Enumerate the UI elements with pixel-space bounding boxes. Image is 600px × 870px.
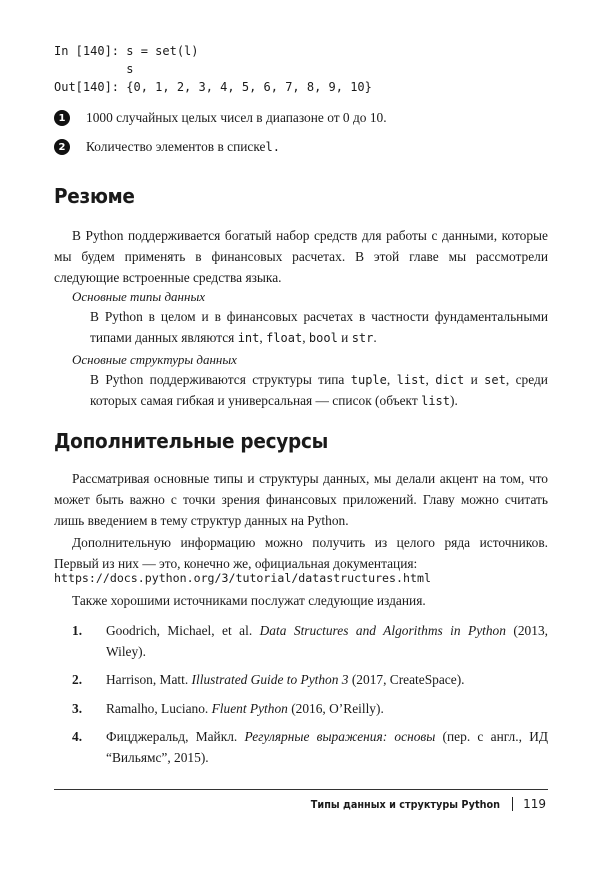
summary-heading: Резюме: [54, 184, 135, 208]
definition-term: Основные структуры данных: [72, 352, 237, 367]
reference-item: 1. Goodrich, Michael, et al. Data Structures and Algorithms in Python (2013, Wiley).: [72, 623, 548, 659]
callout-number-icon: 2: [54, 139, 70, 155]
summary-intro: В Python поддерживается богатый набор средств для работы с данными, которые мы будем применять в финансовых расчетах. В этой главе мы рассмотрели следующие встроенные средства языка.: [54, 228, 548, 285]
resources-paragraph-2: Дополнительную информацию можно получить из целого ряда источников. Первый из них — это, конечно же, официальная документация:: [54, 535, 548, 571]
page-number: 119: [523, 797, 546, 811]
code-variable-line: s: [54, 62, 134, 76]
callout-text: Количество элементов в списке: [86, 139, 266, 154]
reference-item: 3. Ramalho, Luciano. Fluent Python (2016, O’Reilly).: [72, 700, 384, 716]
definition-description: В Python поддерживаются структуры типа tuple, list, dict и set, среди которых самая гибкая и универсальная — список (объект list).: [90, 372, 548, 408]
reference-item: 4. Фицджеральд, Майкл. Регулярные выражения: основы (пер. с англ., ИД “Вильямс”, 2015).: [72, 729, 548, 765]
callout-text: 1000 случайных целых чисел в диапазоне от 0 до 10.: [86, 110, 387, 125]
callout-note-1: [54, 110, 387, 126]
reference-list: [54, 621, 548, 776]
resources-paragraph-3: Также хорошими источниками послужат следующие издания.: [72, 593, 426, 608]
running-footer: [285, 797, 546, 811]
chapter-title: Типы данных и структуры Python: [310, 797, 501, 811]
callout-note-2: [54, 139, 280, 155]
reference-item: 2. Harrison, Matt. Illustrated Guide to Python 3 (2017, CreateSpace).: [72, 672, 465, 687]
definition-term: Основные типы данных: [72, 289, 206, 304]
footer-separator: [512, 797, 513, 811]
resources-heading: Дополнительные ресурсы: [54, 429, 329, 453]
documentation-url[interactable]: https://docs.python.org/3/tutorial/datastructures.html: [54, 571, 431, 585]
resources-paragraph-1: Рассматривая основные типы и структуры данных, мы делали акцент на том, что может быть важно с точки зрения финансовых приложений. Главу можно считать лишь введением в тему структур данных на Python.: [54, 471, 548, 528]
callout-number-icon: 1: [54, 110, 70, 126]
code-input-line: In [140]: s = set(l): [54, 44, 199, 58]
definition-description: В Python в целом и в финансовых расчетах в частности фундаментальными типами данных являются int, float, bool и str.: [90, 309, 548, 345]
callout-code: l.: [265, 140, 280, 154]
code-output-line: Out[140]: {0, 1, 2, 3, 4, 5, 6, 7, 8, 9, 10}: [54, 80, 372, 94]
footer-divider: [54, 789, 548, 790]
